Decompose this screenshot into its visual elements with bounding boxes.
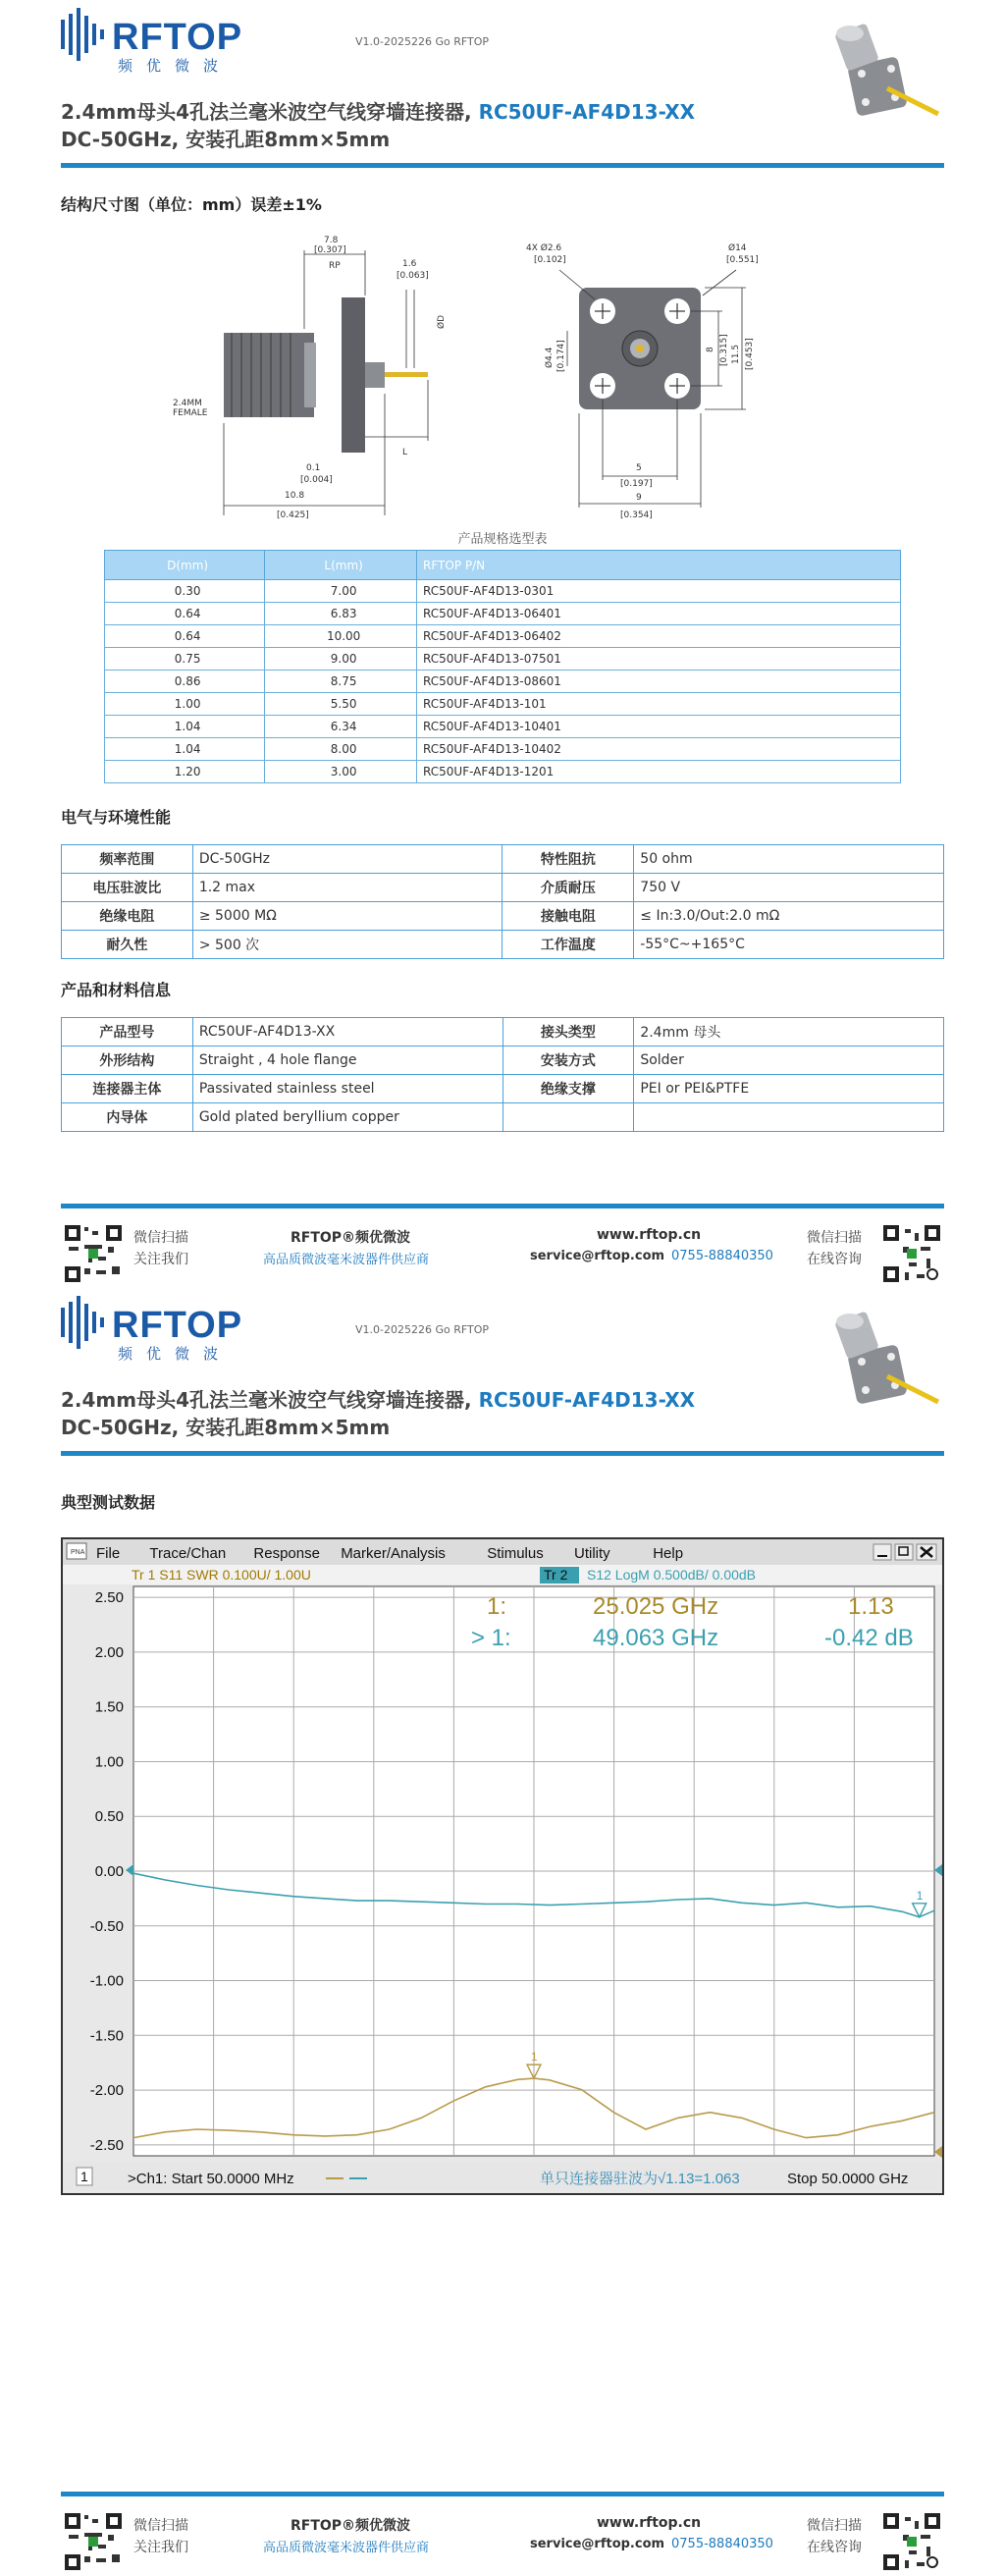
footer-website[interactable]: www.rftop.cn: [597, 2515, 702, 2531]
cell-l: 10.00: [265, 625, 417, 648]
menu-item-marker-analysis[interactable]: Marker/Analysis: [341, 1545, 446, 1562]
marker2-frequency: 49.063 GHz: [593, 1625, 719, 1651]
spec-key: 耐久性: [62, 931, 193, 959]
footer-brand: RFTOP®频优微波: [291, 1230, 411, 1246]
version-label: V1.0-2025226 Go RFTOP: [355, 1323, 490, 1336]
col-l: L(mm): [265, 551, 417, 580]
menu-item-file[interactable]: File: [96, 1545, 121, 1562]
y-tick-label: 2.00: [94, 1643, 124, 1661]
dim-4x-2-6: 4X Ø2.6: [526, 243, 562, 253]
spec-value: RC50UF-AF4D13-XX: [192, 1018, 502, 1046]
cell-l: 6.34: [265, 716, 417, 738]
spec-value: 2.4mm 母头: [634, 1018, 944, 1046]
spec-row: [62, 845, 944, 874]
cell-d: 0.86: [105, 671, 265, 693]
dim-0-1: 0.1: [306, 463, 321, 473]
page-footer: [0, 2492, 1005, 2576]
footer-slogan: 高品质微波毫米波器件供应商: [263, 2541, 430, 2555]
table-row: [105, 693, 901, 716]
table-row: [105, 580, 901, 603]
trace2-label[interactable]: S12 LogM 0.500dB/ 0.00dB: [587, 1567, 757, 1583]
spec-row: [62, 931, 944, 959]
dim-10-8: 10.8: [285, 491, 305, 501]
spec-key: 介质耐压: [502, 874, 634, 902]
electrical-table: [61, 844, 944, 959]
spec-row: [62, 902, 944, 931]
title-part-number: RC50UF-AF4D13-XX: [478, 1388, 696, 1412]
dim-od: ØD: [437, 314, 447, 329]
cell-l: 5.50: [265, 693, 417, 716]
marker-1-label: 1: [531, 2050, 538, 2065]
wechat-qr-code: [63, 1223, 124, 1284]
table-row: [105, 671, 901, 693]
dim-rp: RP: [329, 261, 341, 271]
spec-value: 750 V: [634, 874, 944, 902]
mechanical-drawing: [167, 231, 834, 525]
dim-0-197: [0.197]: [620, 479, 653, 489]
cell-d: 1.00: [105, 693, 265, 716]
cell-pn: RC50UF-AF4D13-06401: [417, 603, 901, 625]
dim-8: 8: [706, 347, 715, 352]
cell-d: 0.30: [105, 580, 265, 603]
cell-pn: RC50UF-AF4D13-06402: [417, 625, 901, 648]
ref-level-left-arrow[interactable]: [126, 1864, 133, 1876]
vswr-note: 单只连接器驻波为√1.13=1.063: [540, 2171, 740, 2187]
header-divider: [61, 163, 944, 168]
start-frequency[interactable]: >Ch1: Start 50.0000 MHz: [128, 2171, 294, 2187]
cell-pn: RC50UF-AF4D13-1201: [417, 761, 901, 783]
footer-wechat-scan-right: 微信扫描: [807, 1230, 862, 1246]
y-tick-label: -2.00: [89, 2082, 124, 2100]
spec-value: ≤ In:3.0/Out:2.0 mΩ: [634, 902, 944, 931]
test-data-section-title: 典型测试数据: [61, 1493, 156, 1512]
ref-level-s11-arrow[interactable]: [934, 2146, 942, 2158]
spec-key: 电压驻波比: [62, 874, 193, 902]
table-row: [105, 603, 901, 625]
spec-value: Passivated stainless steel: [192, 1075, 502, 1103]
footer-follow: 关注我们: [133, 2540, 188, 2555]
footer-divider: [61, 1204, 944, 1208]
footer-divider: [61, 2492, 944, 2496]
trace2-tag-label: Tr 2: [544, 1567, 568, 1583]
channel-number: 1: [80, 2169, 88, 2184]
footer-email[interactable]: service@rftop.com: [530, 2537, 665, 2551]
footer-slogan: 高品质微波毫米波器件供应商: [263, 1253, 430, 1267]
cell-d: 0.64: [105, 625, 265, 648]
dim-l: L: [402, 448, 408, 457]
consult-qr-code: [881, 2511, 942, 2572]
spec-row: [62, 874, 944, 902]
table-header-row: [105, 551, 901, 580]
table-row: [105, 648, 901, 671]
stop-frequency[interactable]: Stop 50.0000 GHz: [787, 2171, 909, 2187]
product-title: [61, 96, 695, 125]
dim-0-354: [0.354]: [620, 510, 653, 520]
electrical-section-title: 电气与环境性能: [61, 808, 172, 827]
marker1-value: 1.13: [848, 1593, 894, 1620]
table-row: [105, 716, 901, 738]
vna-screenshot: [61, 1537, 944, 2195]
spec-value: DC-50GHz: [192, 845, 502, 874]
spec-value: ≥ 5000 MΩ: [192, 902, 502, 931]
spec-value: Solder: [634, 1046, 944, 1075]
footer-wechat-scan-right: 微信扫描: [807, 2518, 862, 2534]
side-view: [173, 236, 447, 520]
consult-qr-code: [881, 1223, 942, 1284]
footer-phone: 0755-88840350: [671, 1249, 773, 1263]
spec-key: 特性阻抗: [502, 845, 634, 874]
spec-value: > 500 次: [192, 931, 502, 959]
marker-2-label: 1: [916, 1888, 924, 1903]
marker2-value: -0.42 dB: [824, 1625, 914, 1651]
dimension-section-title: 结构尺寸图（单位：mm）误差±1%: [61, 195, 322, 214]
cell-pn: RC50UF-AF4D13-07501: [417, 648, 901, 671]
spec-value: PEI or PEI&PTFE: [634, 1075, 944, 1103]
datasheet-page-2: [0, 1288, 1005, 2576]
spec-key: 接头类型: [502, 1018, 634, 1046]
dim-0-174: [0.174]: [556, 340, 566, 372]
footer-brand: RFTOP®频优微波: [291, 2518, 411, 2534]
spec-key: 连接器主体: [62, 1075, 193, 1103]
app-icon-label: PNA: [71, 1549, 85, 1556]
footer-follow: 关注我们: [133, 1252, 188, 1267]
y-tick-label: -2.50: [89, 2136, 124, 2154]
cell-pn: RC50UF-AF4D13-101: [417, 693, 901, 716]
product-photo: [822, 1308, 945, 1416]
footer-phone: 0755-88840350: [671, 2537, 773, 2551]
y-tick-label: -1.50: [89, 2027, 124, 2045]
cell-pn: RC50UF-AF4D13-10402: [417, 738, 901, 761]
product-subtitle: DC-50GHz, 安装孔距8mm×5mm: [61, 128, 391, 151]
female-label: 2.4MM: [173, 399, 202, 408]
spec-key: 频率范围: [62, 845, 193, 874]
spec-key: 安装方式: [502, 1046, 634, 1075]
cell-d: 1.20: [105, 761, 265, 783]
spec-value: [634, 1103, 944, 1132]
cell-l: 3.00: [265, 761, 417, 783]
cell-pn: RC50UF-AF4D13-0301: [417, 580, 901, 603]
material-section-title: 产品和材料信息: [61, 981, 172, 999]
spec-row: [62, 1103, 944, 1132]
trace1-label[interactable]: Tr 1 S11 SWR 0.100U/ 1.00U: [132, 1567, 311, 1583]
minimize-button[interactable]: [873, 1544, 891, 1560]
spec-row: [62, 1018, 944, 1046]
marker2-label: > 1:: [471, 1625, 511, 1651]
female-label-2: FEMALE: [173, 408, 208, 418]
svg-text:RFTOP: RFTOP: [112, 1305, 243, 1346]
dim-9: 9: [636, 493, 642, 503]
menu-item-utility[interactable]: Utility: [574, 1545, 610, 1562]
spec-key: 内导体: [62, 1103, 193, 1132]
cell-l: 6.83: [265, 603, 417, 625]
spec-key: 产品型号: [62, 1018, 193, 1046]
wechat-qr-code: [63, 2511, 124, 2572]
dim-0-551: [0.551]: [726, 255, 759, 265]
footer-email[interactable]: service@rftop.com: [530, 1249, 665, 1263]
dim-0-453: [0.453]: [745, 338, 755, 370]
ref-level-right-arrow[interactable]: [934, 1864, 942, 1876]
dim-0-307: [0.307]: [314, 245, 346, 255]
cell-pn: RC50UF-AF4D13-10401: [417, 716, 901, 738]
dim-5: 5: [636, 463, 642, 473]
cell-l: 8.75: [265, 671, 417, 693]
dim-4-4: Ø4.4: [545, 347, 555, 368]
cell-d: 0.75: [105, 648, 265, 671]
cell-d: 1.04: [105, 716, 265, 738]
table-row: [105, 738, 901, 761]
dim-1-6: 1.6: [402, 259, 417, 269]
material-table: [61, 1017, 944, 1132]
cell-d: 1.04: [105, 738, 265, 761]
y-tick-label: -0.50: [89, 1917, 124, 1935]
vna-plot: [63, 1539, 942, 2193]
dim-0-102: [0.102]: [534, 255, 566, 265]
dim-0-425: [0.425]: [277, 510, 309, 520]
cell-d: 0.64: [105, 603, 265, 625]
spec-key: [502, 1103, 634, 1132]
menu-item-help[interactable]: Help: [653, 1545, 684, 1562]
title-prefix: 2.4mm母头4孔法兰毫米波空气线穿墙连接器,: [61, 100, 472, 124]
spec-value: -55°C~+165°C: [634, 931, 944, 959]
version-label: V1.0-2025226 Go RFTOP: [355, 35, 490, 48]
y-tick-label: 0.50: [94, 1808, 124, 1826]
cell-pn: RC50UF-AF4D13-08601: [417, 671, 901, 693]
y-tick-label: 2.50: [94, 1589, 124, 1607]
footer-consult: 在线咨询: [807, 2540, 862, 2555]
spec-value: 1.2 max: [192, 874, 502, 902]
front-view: [526, 242, 759, 520]
dim-14: Ø14: [728, 243, 747, 253]
table-row: [105, 761, 901, 783]
spec-value: Straight , 4 hole flange: [192, 1046, 502, 1075]
spec-key: 接触电阻: [502, 902, 634, 931]
cell-l: 8.00: [265, 738, 417, 761]
selection-table: [104, 550, 901, 783]
header-divider: [61, 1451, 944, 1456]
col-d: D(mm): [105, 551, 265, 580]
dim-0-004: [0.004]: [300, 475, 333, 485]
menu-item-trace-chan[interactable]: Trace/Chan: [149, 1545, 227, 1562]
y-tick-label: -1.00: [89, 1972, 124, 1990]
col-pn: RFTOP P/N: [417, 551, 901, 580]
product-subtitle: DC-50GHz, 安装孔距8mm×5mm: [61, 1416, 391, 1439]
product-title: [61, 1384, 695, 1413]
dim-0-315: [0.315]: [719, 334, 729, 366]
spec-key: 外形结构: [62, 1046, 193, 1075]
cell-l: 9.00: [265, 648, 417, 671]
spec-row: [62, 1075, 944, 1103]
logo-subtitle: 频优微波: [118, 57, 233, 75]
svg-text:RFTOP: RFTOP: [112, 17, 243, 58]
dim-0-063: [0.063]: [397, 271, 429, 281]
page-footer: [0, 1204, 1005, 1302]
spec-key: 绝缘支撑: [502, 1075, 634, 1103]
spec-value: 50 ohm: [634, 845, 944, 874]
y-tick-label: 1.00: [94, 1753, 124, 1771]
spec-key: 绝缘电阻: [62, 902, 193, 931]
footer-website[interactable]: www.rftop.cn: [597, 1227, 702, 1243]
footer-wechat-scan: 微信扫描: [133, 2518, 188, 2534]
marker1-frequency: 25.025 GHz: [593, 1593, 719, 1620]
footer-wechat-scan: 微信扫描: [133, 1230, 188, 1246]
table-row: [105, 625, 901, 648]
menu-item-stimulus[interactable]: Stimulus: [487, 1545, 544, 1562]
spec-key: 工作温度: [502, 931, 634, 959]
y-tick-label: 0.00: [94, 1863, 124, 1880]
title-part-number: RC50UF-AF4D13-XX: [478, 100, 696, 124]
logo-subtitle: 频优微波: [118, 1345, 233, 1363]
dim-11-5: 11.5: [731, 344, 741, 364]
product-photo: [822, 20, 945, 128]
spec-row: [62, 1046, 944, 1075]
selection-table-caption: 产品规格选型表: [457, 532, 548, 547]
title-prefix: 2.4mm母头4孔法兰毫米波空气线穿墙连接器,: [61, 1388, 472, 1412]
cell-l: 7.00: [265, 580, 417, 603]
marker1-label: 1:: [487, 1593, 507, 1620]
window-controls[interactable]: [873, 1544, 936, 1560]
menu-item-response[interactable]: Response: [253, 1545, 320, 1562]
dim-7-8: 7.8: [324, 236, 339, 245]
footer-consult: 在线咨询: [807, 1252, 862, 1267]
spec-value: Gold plated beryllium copper: [192, 1103, 502, 1132]
y-tick-label: 1.50: [94, 1698, 124, 1716]
